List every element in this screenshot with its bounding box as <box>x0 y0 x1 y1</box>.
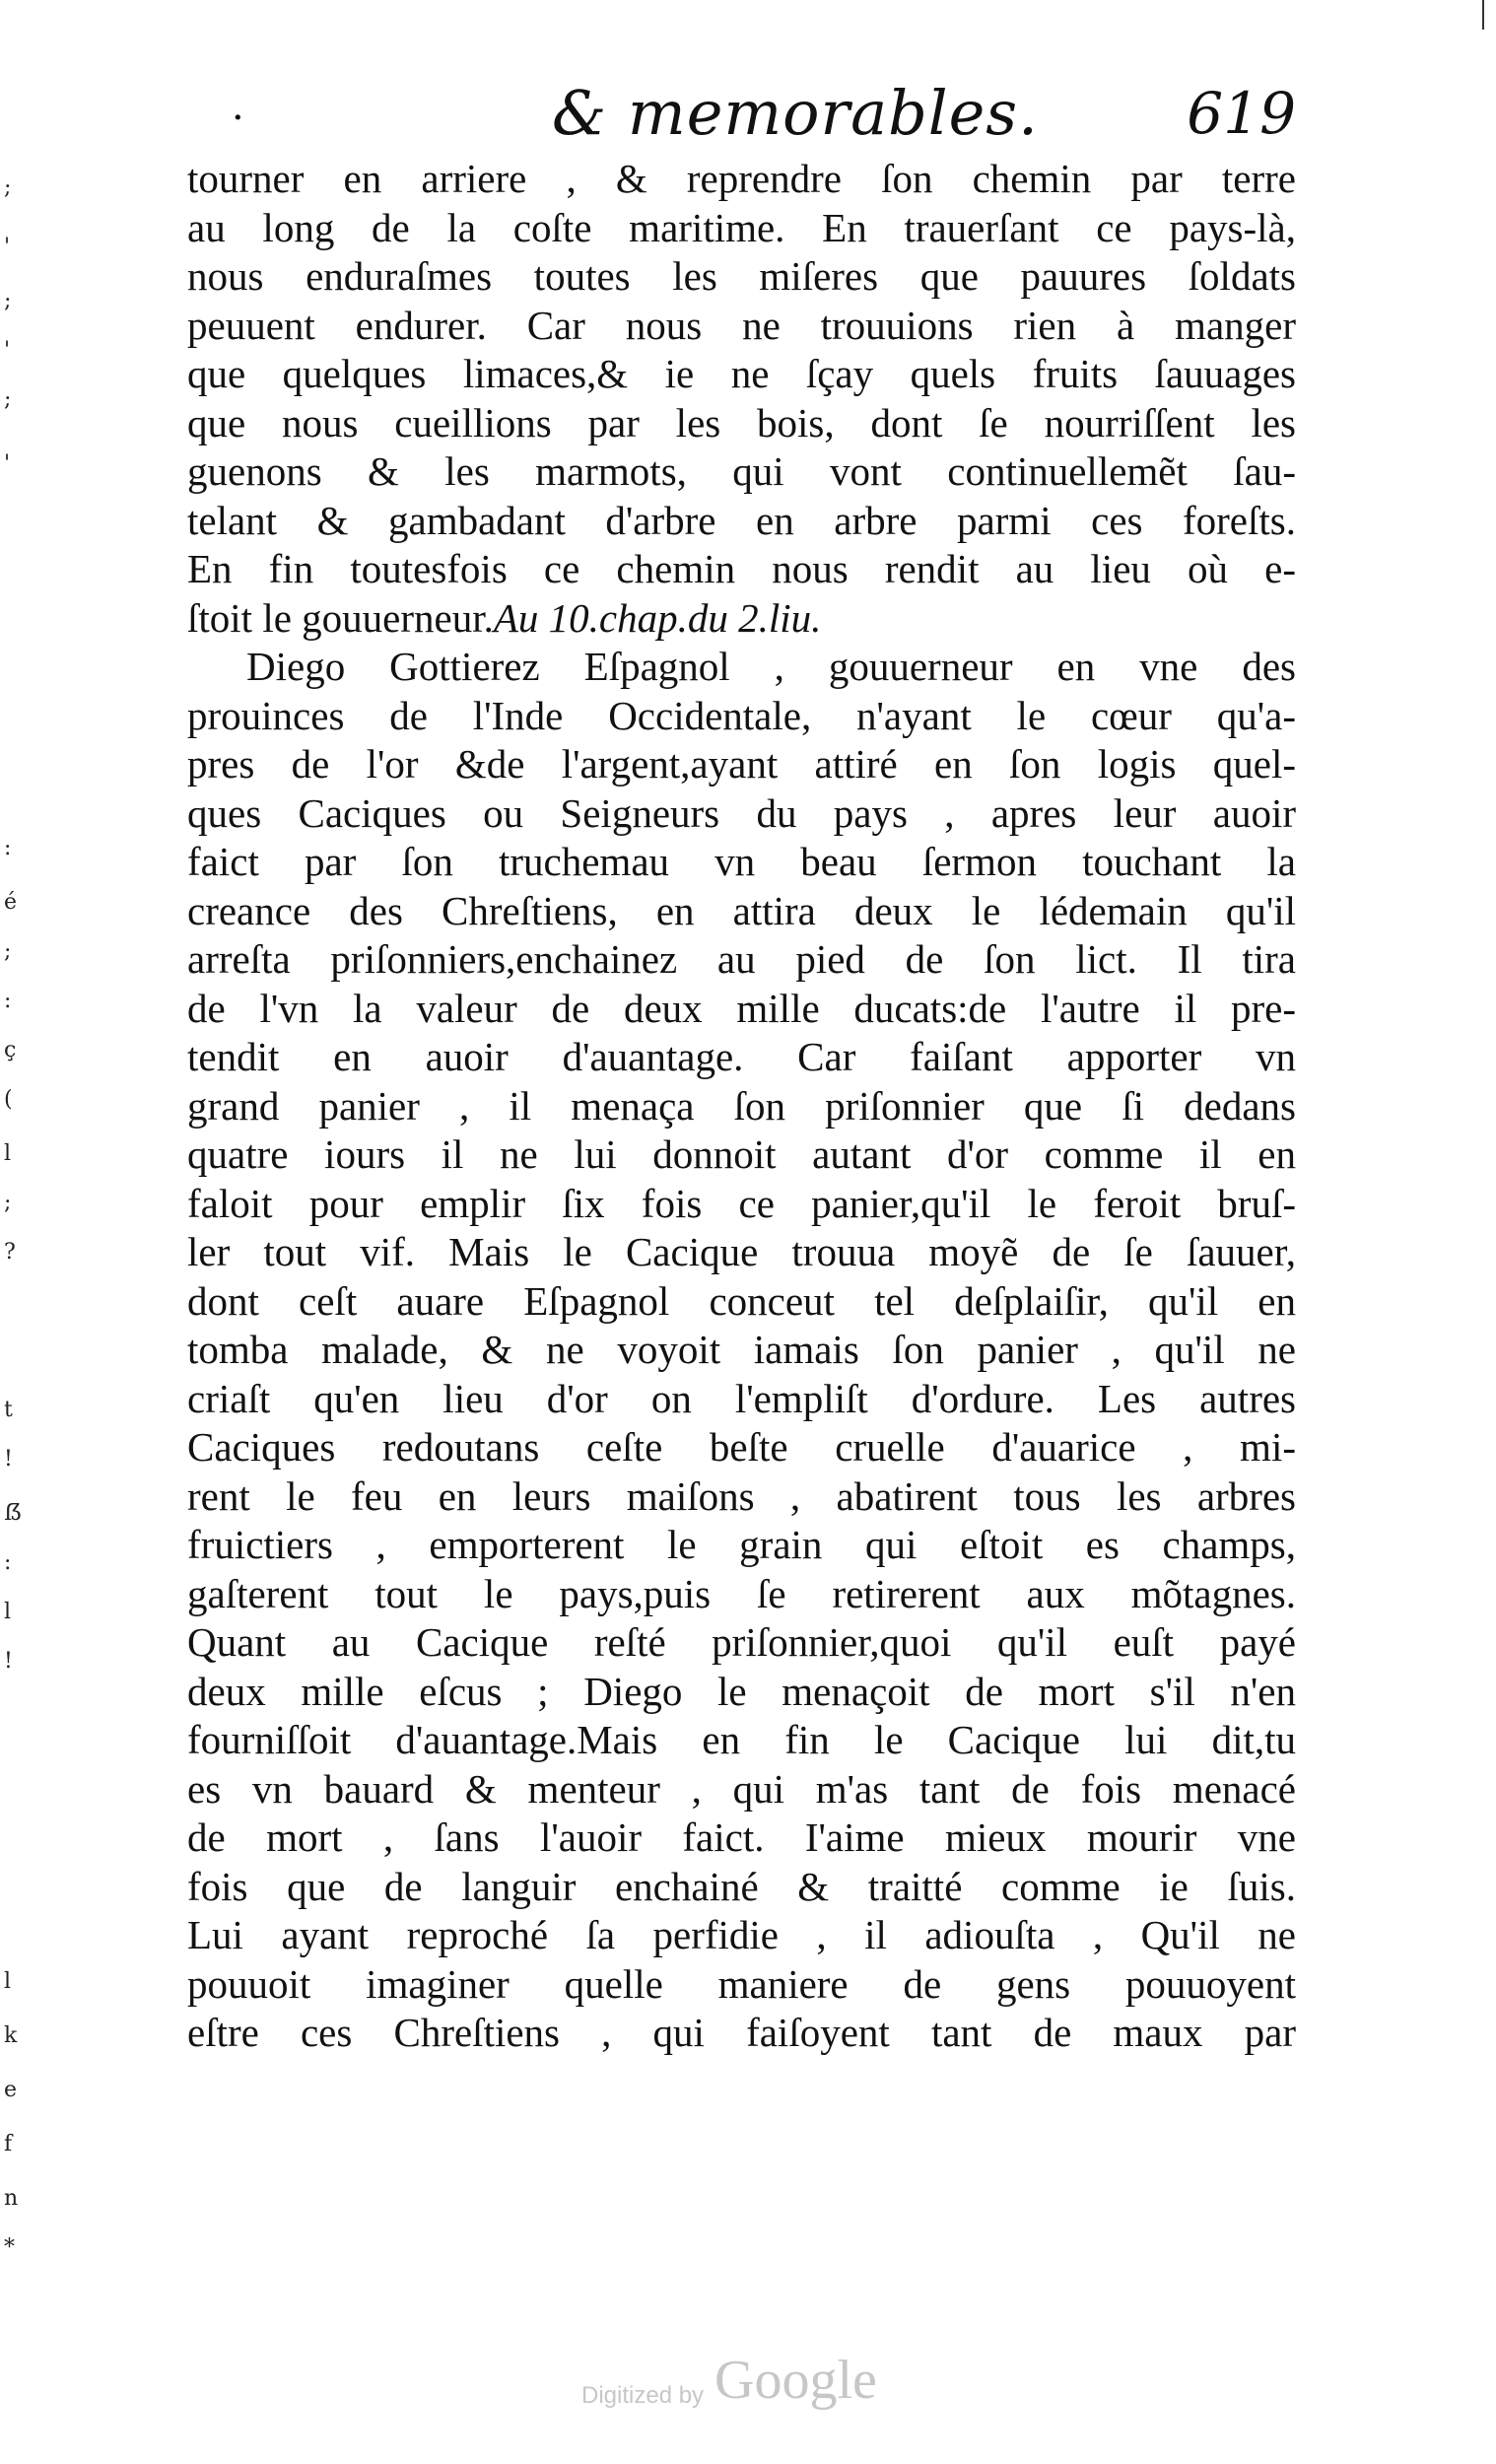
google-logo-text: Google <box>714 2350 877 2411</box>
head-ornament: · <box>232 96 244 141</box>
left-margin-gutter <box>0 0 30 2464</box>
running-head <box>202 77 1296 156</box>
gutter-mark: ( <box>4 1087 13 1112</box>
text-line: Diego Gottierez Eſpagnol , gouuerneur en vne des <box>246 644 1296 689</box>
text-line: fois que de languir enchainé & traitté comme ie ſuis. <box>187 1863 1296 1909</box>
corner-mark <box>1482 0 1484 30</box>
text-line: dont ceſt auare Eſpagnol conceut tel deſplaiſir, qu'il en <box>187 1277 1296 1324</box>
gutter-mark: ; <box>4 175 12 200</box>
text-line: tendit en auoir d'auantage. Car faiſant apporter vn <box>187 1034 1296 1079</box>
text-line: prouinces de l'Inde Occidentale, n'ayant le cœur qu'a- <box>187 692 1296 738</box>
gutter-mark: l <box>4 1141 12 1166</box>
gutter-mark: ! <box>4 1447 13 1472</box>
text-line: que quelques limaces,& ie ne ſçay quels fruits ſauuages <box>187 351 1296 396</box>
text-line: nous enduraſmes toutes les miſeres que pauures ſoldats <box>187 253 1296 299</box>
gutter-mark: ẞ <box>4 1501 23 1526</box>
text-line: de mort , ſans l'auoir faict. I'aime mieux mourir vne <box>187 1814 1296 1860</box>
gutter-mark: ç <box>4 1038 17 1062</box>
gutter-mark: ; <box>4 387 12 412</box>
gutter-mark: l <box>4 1600 12 1624</box>
paragraph-2 <box>187 643 1296 2058</box>
gutter-mark: t <box>4 1398 13 1422</box>
text-line: Quant au Cacique reſté priſonnier,quoi qu'il euſt payé <box>187 1619 1296 1665</box>
text-line: rent le feu en leurs maiſons , abatirent tous les arbres <box>187 1472 1296 1519</box>
text-line: peuuent endurer. Car nous ne trouuions rien à manger <box>187 302 1296 348</box>
text-line: deux mille eſcus ; Diego le menaçoit de mort s'il n'en <box>187 1668 1296 1714</box>
text-line: au long de la coſte maritime. En trauerſant ce pays-là, <box>187 204 1296 250</box>
gutter-mark: e <box>4 2078 18 2102</box>
paragraph-1 <box>187 155 1296 643</box>
text-line: ler tout vif. Mais le Cacique trouua moyẽ de ſe ſauuer, <box>187 1229 1296 1274</box>
text-line: gaſterent tout le pays,puis ſe retirerent aux mõtagnes. <box>187 1570 1296 1616</box>
text-line-fragment: ſtoit le gouuerneur. <box>187 594 494 641</box>
text-line: arreſta priſonniers,enchainez au pied de ſon lict. Il tira <box>187 936 1296 982</box>
text-line: grand panier , il menaça ſon priſonnier que ſi dedans <box>187 1082 1296 1129</box>
gutter-mark: ' <box>4 235 11 259</box>
gutter-mark: ? <box>4 1240 16 1265</box>
gutter-mark: l <box>4 1969 12 1994</box>
gutter-mark: : <box>4 1550 12 1575</box>
gutter-mark: ! <box>4 1649 13 1674</box>
gutter-mark: é <box>4 890 18 915</box>
marginal-citation: Au 10.chap.du 2.liu. <box>493 594 822 641</box>
text-line: pouuoit imaginer quelle maniere de gens pouuoyent <box>187 1960 1296 2007</box>
gutter-mark: ' <box>4 338 11 363</box>
text-line: Lui ayant reproché ſa perfidie , il adiouſta , Qu'il ne <box>187 1912 1296 1957</box>
text-line: tomba malade, & ne voyoit iamais ſon panier , qu'il ne <box>187 1327 1296 1372</box>
gutter-mark: ; <box>4 939 12 964</box>
text-line: fruictiers , emporterent le grain qui eſtoit es champs, <box>187 1522 1296 1567</box>
text-line: ques Caciques ou Seigneurs du pays , apres leur auoir <box>187 789 1296 836</box>
text-line: criaſt qu'en lieu d'or on l'empliſt d'ordure. Les autres <box>187 1375 1296 1421</box>
text-line: es vn bauard & menteur , qui m'as tant de fois menacé <box>187 1765 1296 1812</box>
text-line: fourniſſoit d'auantage.Mais en fin le Cacique lui dit,tu <box>187 1717 1296 1762</box>
text-line: En fin toutesfois ce chemin nous rendit au lieu où e- <box>187 546 1296 591</box>
text-line: guenons & les marmots, qui vont continuellemẽt ſau- <box>187 448 1296 494</box>
gutter-mark: ' <box>4 451 11 476</box>
gutter-mark: * <box>4 2235 15 2260</box>
gutter-mark: k <box>4 2023 18 2048</box>
text-line: quatre iours il ne lui donnoit autant d'or comme il en <box>187 1131 1296 1177</box>
text-line: Caciques redoutans ceſte beſte cruelle d'auarice , mi- <box>187 1424 1296 1470</box>
gutter-mark: n <box>4 2186 19 2211</box>
text-line: de l'vn la valeur de deux mille ducats:de l'autre il pre- <box>187 985 1296 1031</box>
gutter-mark: ; <box>4 289 12 313</box>
digitized-watermark <box>581 2349 936 2418</box>
text-line: eſtre ces Chreſtiens , qui faiſoyent tant de maux par <box>187 2010 1296 2055</box>
text-line: faict par ſon truchemau vn beau ſermon touchant la <box>187 839 1296 884</box>
gutter-mark: : <box>4 989 12 1013</box>
text-line: pres de l'or &de l'argent,ayant attiré en ſon logis quel- <box>187 741 1296 787</box>
text-line: que nous cueillions par les bois, dont ſe nourriſſent les <box>187 399 1296 445</box>
running-title: & memorables. <box>552 77 1039 149</box>
watermark-caption: Digitized by <box>581 2382 705 2409</box>
gutter-mark: : <box>4 836 12 860</box>
body-text <box>187 155 1296 2058</box>
gutter-mark: ; <box>4 1191 12 1215</box>
text-line: telant & gambadant d'arbre en arbre parmi ces foreſts. <box>187 497 1296 543</box>
text-line: creance des Chreſtiens, en attira deux le lédemain qu'il <box>187 887 1296 933</box>
text-line: faloit pour emplir ſix fois ce panier,qu'il le feroit bruſ- <box>187 1180 1296 1226</box>
text-line <box>187 594 1296 644</box>
gutter-mark: f <box>4 2132 13 2156</box>
text-line: tourner en arriere , & reprendre ſon chemin par terre <box>187 156 1296 201</box>
page-number: 619 <box>1187 80 1296 147</box>
